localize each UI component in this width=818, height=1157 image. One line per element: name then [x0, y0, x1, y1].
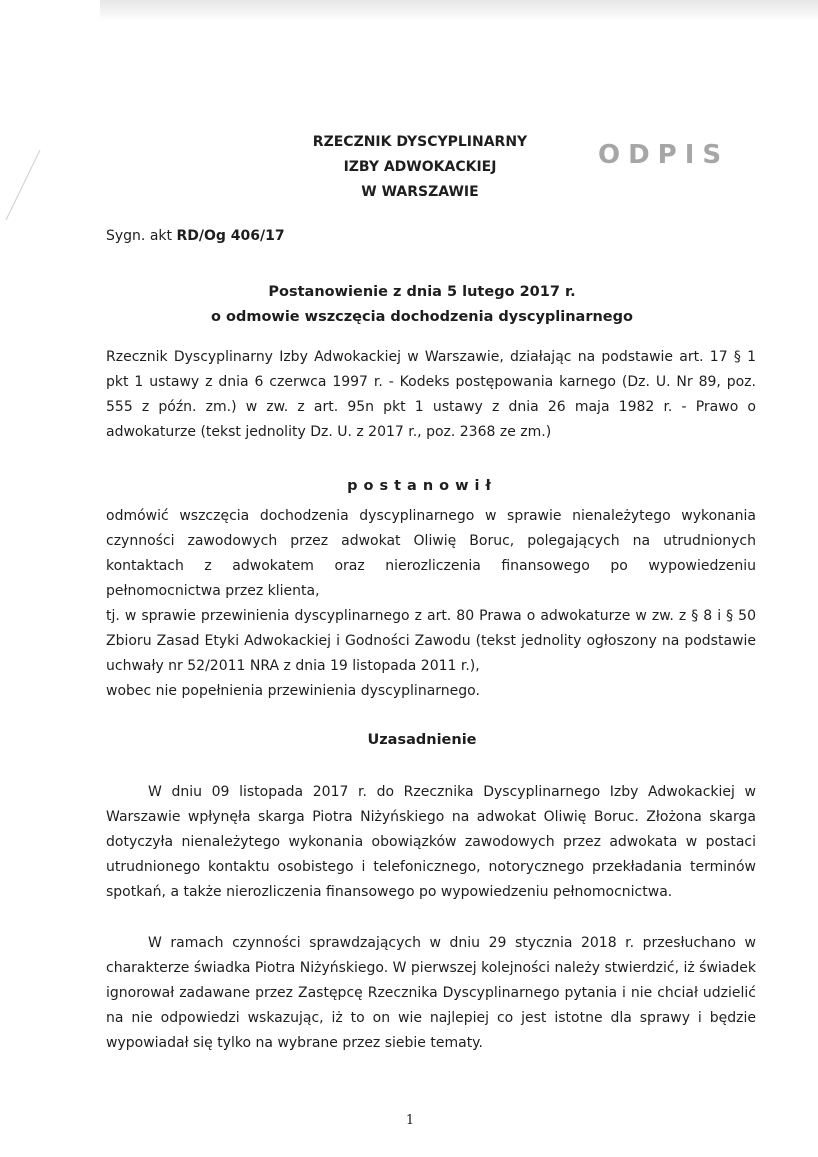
decision-heading: postanowił: [347, 478, 497, 494]
copy-stamp: ODPIS: [598, 140, 730, 170]
justification-paragraph-2: W ramach czynności sprawdzających w dniu 29 stycznia 2018 r. przesłuchano w charakterze świadka Piotra Niżyńskiego. W pierwszej kolejności należy stwierdzić, iż świadek ignorował zadawane przez Zastępcę Rzecznika Dyscyplinarnego pytania i nie chciał udzielić na nie odpowiedzi wskazując, iż to on wie najlepiej co jest istotne dla sprawy i będzie wypowiadał się tylko na wybrane przez siebie tematy.: [106, 935, 756, 1051]
case-reference-label: Sygn. akt: [106, 228, 173, 244]
title-line-1: Postanowienie z dnia 5 lutego 2017 r.: [268, 284, 576, 300]
scan-shadow-top: [100, 0, 818, 22]
title-line-2: o odmowie wszczęcia dochodzenia dyscyplinarnego: [211, 309, 633, 325]
issuer-line-1: RZECZNIK DYSCYPLINARNY: [312, 134, 528, 150]
justification-paragraph-1: W dniu 09 listopada 2017 r. do Rzecznika Dyscyplinarnego Izby Adwokackiej w Warszawie wpłynęła skarga Piotra Niżyńskiego na adwokat Oliwię Boruc. Złożona skarga dotyczyła nienależytego wykonania obowiązków zawodowych przez adwokata w postaci utrudnionego kontaktu osobistego i telefonicznego, notorycznego przekładania terminów spotkań, a także nierozliczenia finansowego po wypowiedzeniu pełnomocnictwa.: [106, 784, 756, 900]
case-reference-value: RD/Og 406/17: [176, 228, 285, 244]
issuer-header: [250, 130, 590, 205]
case-reference: [106, 228, 285, 244]
intro-paragraph: Rzecznik Dyscyplinarny Izby Adwokackiej w Warszawie, działając na podstawie art. 17 § 1 pkt 1 ustawy z dnia 6 czerwca 1997 r. - Kodeks postępowania karnego (Dz. U. Nr 89, poz. 555 z późn. zm.) w zw. z art. 95n pkt 1 ustawy z dnia 26 maja 1982 r. - Prawo o adwokaturze (tekst jednolity Dz. U. z 2017 r., poz. 2368 ze zm.): [106, 349, 756, 440]
scan-edge-line: [0, 150, 50, 240]
page-number: 1: [405, 1113, 415, 1128]
justification-heading: Uzasadnienie: [367, 732, 477, 748]
document-title: [106, 280, 738, 330]
issuer-line-2: IZBY ADWOKACKIEJ: [343, 159, 497, 175]
decision-part-3: wobec nie popełnienia przewinienia dyscyplinarnego.: [106, 683, 480, 699]
issuer-line-3: W WARSZAWIE: [361, 184, 479, 200]
decision-paragraph: [106, 504, 756, 704]
decision-part-2: tj. w sprawie przewinienia dyscyplinarnego z art. 80 Prawa o adwokaturze w zw. z § 8 i § 50 Zbioru Zasad Etyki Adwokackiej i Godności Zawodu (tekst jednolity ogłoszony na podstawie uchwały nr 52/2011 NRA z dnia 19 listopada 2011 r.),: [106, 608, 756, 674]
decision-part-1: odmówić wszczęcia dochodzenia dyscyplinarnego w sprawie nienależytego wykonania czynności zawodowych przez adwokat Oliwię Boruc, polegających na utrudnionych kontaktach z adwokatem oraz nierozliczenia finansowego po wypowiedzeniu pełnomocnictwa przez klienta,: [106, 508, 756, 599]
